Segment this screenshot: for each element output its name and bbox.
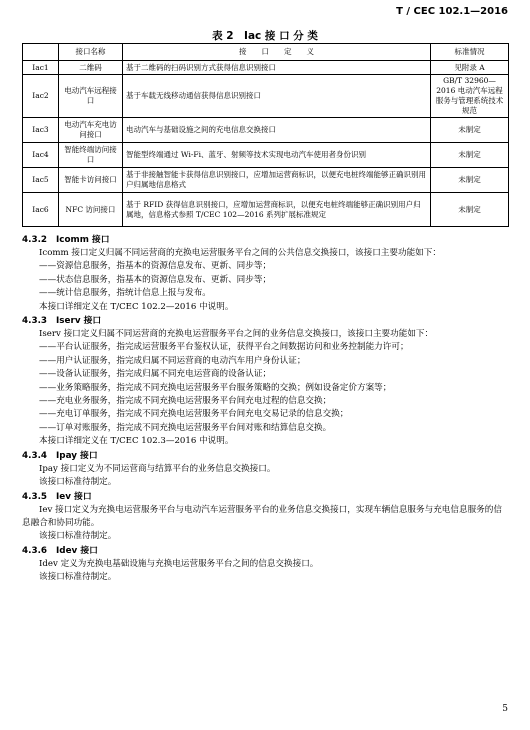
cell-code: Iac1 (23, 61, 59, 75)
section-note: 该接口标准待制定。 (39, 477, 117, 488)
cell-code: Iac4 (23, 143, 59, 168)
cell-status: 见附录 A (431, 61, 509, 75)
list-item: ——设备认证服务，指完成归属不同充电运营商的设备认证； (39, 369, 272, 380)
section-heading (22, 544, 508, 558)
section-number: 4.3.2 (22, 235, 48, 245)
cell-code: Iac5 (23, 168, 59, 193)
section-number: 4.3.5 (22, 491, 48, 502)
header-definition: 接 口 定 义 (123, 44, 431, 61)
header-name: 接口名称 (59, 44, 123, 61)
list-item: ——统计信息服务，指统计信息上报与发布。 (39, 288, 211, 299)
cell-status: GB/T 32960—2016 电动汽车远程服务与管理系统技术规范 (431, 75, 509, 118)
section-number: 4.3.4 (22, 450, 48, 461)
cell-definition: 智能型终端通过 Wi-Fi、蓝牙、射频等技术实现电动汽车使用者身份识别 (123, 143, 431, 168)
cell-definition: 基于非接触智能卡获得信息识别接口，应增加运营商标识，以便充电桩终端能够正确识别用户归属地信息格式 (123, 168, 431, 193)
cell-status: 未制定 (431, 193, 509, 227)
cell-status: 未制定 (431, 118, 509, 143)
cell-name: NFC 访问接口 (59, 193, 123, 227)
list-item: ——充电订单服务，指完成不同充换电运营服务平台间充电交易记录的信息交换； (39, 409, 349, 420)
section-title: Iserv 接口 (56, 316, 102, 327)
cell-name: 二维码 (59, 61, 123, 75)
section-heading (22, 314, 508, 328)
cell-name: 电动汽车充电访问接口 (59, 118, 123, 143)
table-row (23, 193, 509, 227)
section-title: Icomm 接口 (56, 235, 110, 245)
cell-name: 智能终端访问接口 (59, 143, 123, 168)
table-header-row (23, 44, 509, 61)
section-intro: Iserv 接口定义归属不同运营商的充换电运营服务平台之间的业务信息交换接口，该接口主要功能如下： (39, 329, 434, 340)
cell-definition: 电动汽车与基础设施之间的充电信息交换接口 (123, 118, 431, 143)
document-body (22, 233, 508, 585)
list-item: ——用户认证服务，指完成归属不同运营商的电动汽车用户身份认证； (39, 355, 306, 366)
cell-name: 智能卡访问接口 (59, 168, 123, 193)
table-row (23, 118, 509, 143)
list-item: ——业务策略服务，指完成不同充换电运营服务平台服务策略的交换；例如设备定价方案等； (39, 382, 392, 393)
section-intro: Ipay 接口定义为不同运营商与结算平台的业务信息交换接口。 (39, 463, 276, 474)
cell-code: Iac6 (23, 193, 59, 227)
cell-definition: 基于二维码的扫码识别方式获得信息识别接口 (123, 61, 431, 75)
section-title: Ipay 接口 (56, 450, 98, 461)
list-item: ——充电业务服务，指完成不同充换电运营服务平台间充电过程的信息交换； (39, 396, 332, 407)
section-intro: Iev 接口定义为充换电运营服务平台与电动汽车运营服务平台的业务信息交换接口，实现车辆信息服务与充电信息服务的信息融合和协同功能。 (22, 504, 502, 528)
section-number: 4.3.6 (22, 545, 48, 556)
table-row (23, 75, 509, 118)
section-heading (22, 490, 508, 504)
table-title: 表 2 Iac 接 口 分 类 (212, 30, 318, 42)
section-intro: Idev 定义为充换电基础设施与充换电运营服务平台之间的信息交换接口。 (39, 558, 319, 569)
section-number: 4.3.3 (22, 316, 48, 327)
table-row (23, 143, 509, 168)
cell-definition: 基于 RFID 获得信息识别接口，应增加运营商标识，以便充电桩终端能够正确识别用户归属地，信息格式参照 T/CEC 102—2016 系列扩展标准规定 (123, 193, 431, 227)
section-note: 该接口标准待制定。 (39, 531, 117, 542)
header-code (23, 44, 59, 61)
section-title: Idev 接口 (56, 545, 98, 556)
cell-definition: 基于车载无线移动通信获得信息识别接口 (123, 75, 431, 118)
section-heading (22, 449, 508, 463)
section-heading (22, 233, 508, 247)
list-item: ——订单对账服务，指完成不同充换电运营服务平台间对账和结算信息交换。 (39, 422, 332, 433)
list-item: ——平台认证服务，指完成运营服务平台鉴权认证，获得平台之间数据访问和业务控制能力许可； (39, 342, 409, 353)
list-item: ——资源信息服务，指基本的资源信息发布、更新、同步等； (39, 261, 272, 272)
cell-name: 电动汽车远程接口 (59, 75, 123, 118)
section-note: 本接口详细定义在 T/CEC 102.2—2016 中说明。 (39, 301, 234, 312)
list-item: ——状态信息服务，指基本的资源信息发布、更新、同步等； (39, 274, 272, 285)
section-note: 该接口标准待制定。 (39, 572, 117, 583)
table-row (23, 168, 509, 193)
interface-table (22, 43, 509, 227)
cell-code: Iac3 (23, 118, 59, 143)
section-title: Iev 接口 (56, 491, 92, 502)
cell-code: Iac2 (23, 75, 59, 118)
cell-status: 未制定 (431, 168, 509, 193)
page-number: 5 (502, 704, 508, 714)
header-status: 标准情况 (431, 44, 509, 61)
document-id: T / CEC 102.1—2016 (396, 6, 508, 17)
table-row (23, 61, 509, 75)
section-intro: Icomm 接口定义归属不同运营商的充换电运营服务平台之间的公共信息交换接口，该接口主要功能如下： (39, 248, 441, 258)
cell-status: 未制定 (431, 143, 509, 168)
section-note: 本接口详细定义在 T/CEC 102.3—2016 中说明。 (39, 436, 234, 447)
